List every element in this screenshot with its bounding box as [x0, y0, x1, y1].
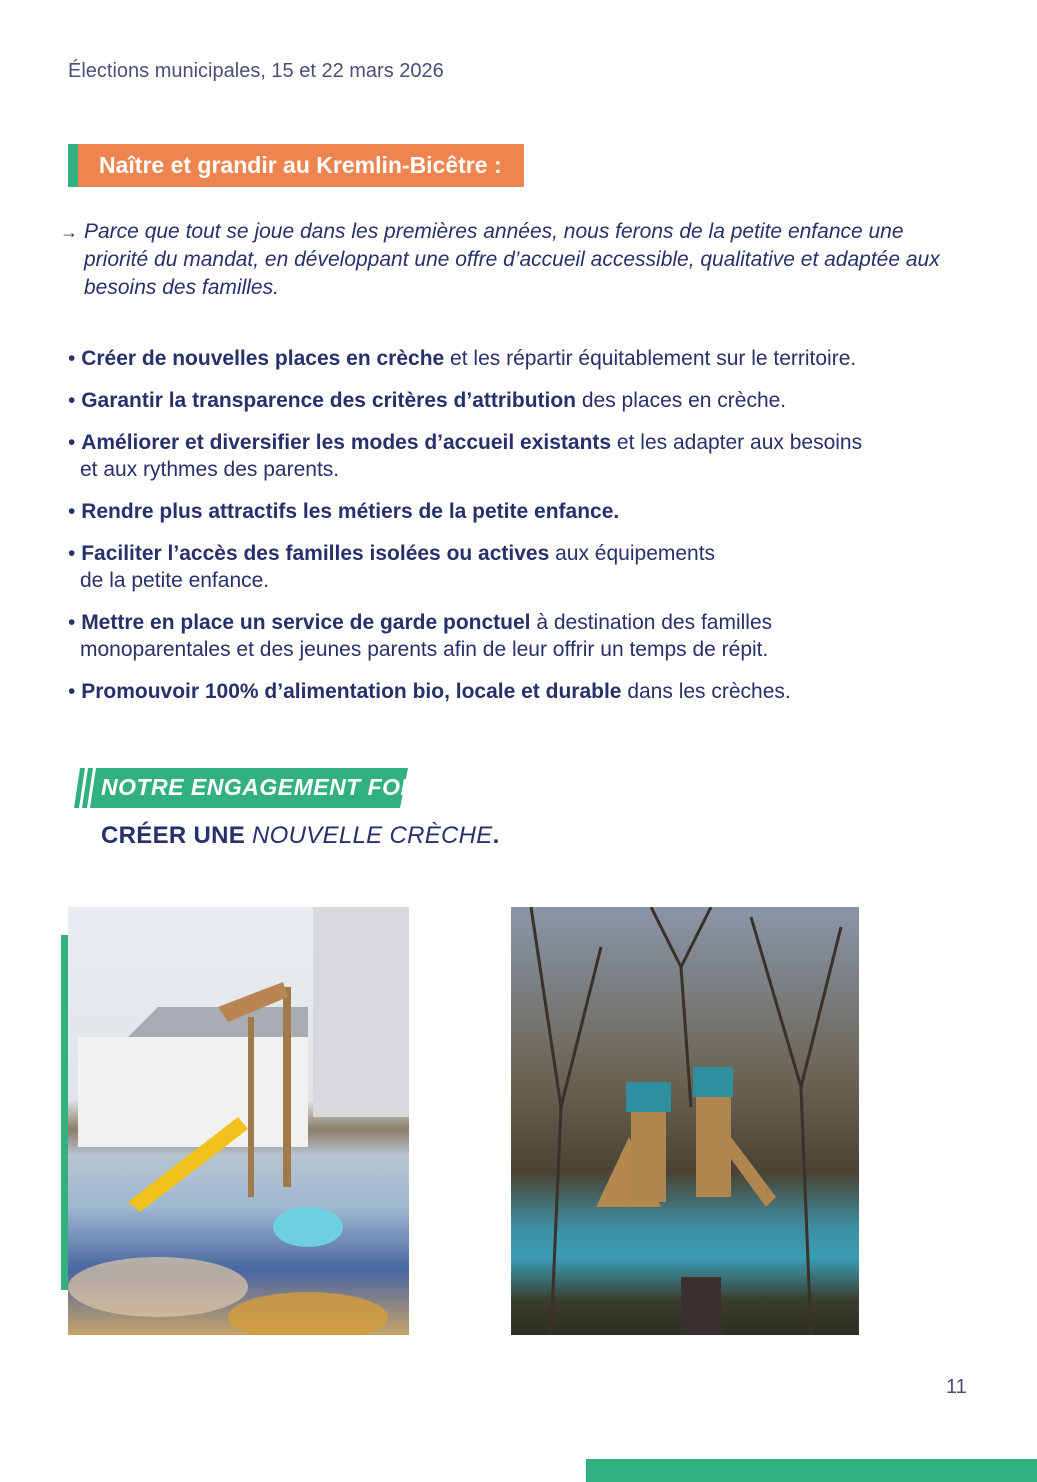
photo-playground-park	[511, 907, 859, 1335]
bullet-item: • Mettre en place un service de garde ponctuel à destination des familles monoparentales et des jeunes parents afin de leur offrir un temps de répit.	[68, 609, 938, 663]
photo-playground-slide	[68, 907, 409, 1335]
bullet-bold: Faciliter l’accès des familles isolées ou actives	[81, 542, 550, 565]
engagement-sub-italic: NOUVELLE CRÈCHE	[252, 822, 493, 849]
bullet-bold: Mettre en place un service de garde ponctuel	[81, 611, 531, 634]
bullet-bold: Créer de nouvelles places en crèche	[81, 347, 445, 370]
engagement-banner	[68, 768, 447, 808]
bullet-rest: à destination des familles	[530, 611, 773, 634]
bullet-rest: et les adapter aux besoins	[611, 431, 863, 454]
page-number: 11	[946, 1376, 967, 1398]
intro-paragraph	[60, 218, 940, 302]
bullet-item: • Améliorer et diversifier les modes d’accueil existants et les adapter aux besoins et aux rythmes des parents.	[68, 429, 938, 483]
document-header: Élections municipales, 15 et 22 mars 2026	[68, 60, 444, 82]
bullet-rest: aux équipements	[549, 542, 716, 565]
footer-accent-bar	[586, 1459, 1037, 1482]
bullet-bold: Améliorer et diversifier les modes d’accueil existants	[81, 431, 612, 454]
bullet-rest: dans les crèches.	[621, 680, 791, 703]
section-title-text: Naître et grandir au Kremlin-Bicêtre :	[99, 152, 502, 178]
engagement-label: NOTRE ENGAGEMENT FORT :	[101, 774, 447, 800]
intro-text: Parce que tout se joue dans les premières années, nous ferons de la petite enfance une priorité du mandat, en développant une offre d’accueil accessible, qualitative et adaptée aux besoins des familles.	[84, 220, 940, 299]
bullet-bold: Promouvoir 100% d’alimentation bio, locale et durable	[81, 680, 622, 703]
bullet-item: • Promouvoir 100% d’alimentation bio, locale et durable dans les crèches.	[68, 680, 791, 703]
bullet-line2: de la petite enfance.	[80, 569, 270, 592]
engagement-sub-bold: CRÉER UNE	[101, 822, 253, 849]
bullet-item: • Faciliter l’accès des familles isolées ou actives aux équipements de la petite enfance.	[68, 540, 938, 594]
bullet-item: • Rendre plus attractifs les métiers de la petite enfance.	[68, 500, 620, 523]
bullet-rest: des places en crèche.	[576, 389, 787, 412]
arrow-icon: →	[60, 222, 78, 242]
engagement-subtitle	[101, 822, 500, 850]
engagement-sub-end: .	[492, 822, 500, 849]
bullet-item: • Garantir la transparence des critères d’attribution des places en crèche.	[68, 389, 787, 412]
section-title	[68, 144, 524, 187]
bullet-bold: Garantir la transparence des critères d’attribution	[81, 389, 577, 412]
bullet-bold: Rendre plus attractifs les métiers de la petite enfance.	[81, 500, 620, 523]
bullet-list	[68, 345, 938, 720]
section-title-accent	[68, 144, 78, 187]
bullet-line2: et aux rythmes des parents.	[80, 458, 340, 481]
bullet-rest: et les répartir équitablement sur le territoire.	[444, 347, 857, 370]
bullet-item: • Créer de nouvelles places en crèche et les répartir équitablement sur le territoire.	[68, 347, 857, 370]
bullet-line2: monoparentales et des jeunes parents afin de leur offrir un temps de répit.	[80, 638, 769, 661]
